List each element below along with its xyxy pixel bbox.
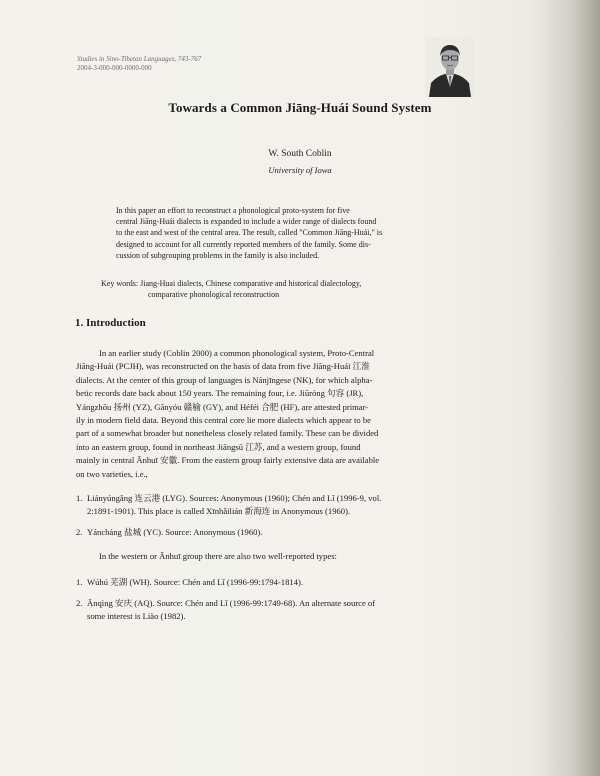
journal-line-2: 2004-3-000-000-0000-000	[77, 64, 152, 72]
list-number: 2.	[76, 598, 83, 608]
list-number: 1.	[76, 493, 83, 503]
paragraph-line: on two varieties, i.e.,	[76, 468, 148, 479]
paragraph-line: mainly in central Ānhuī 安徽. From the eastern group fairly extensive data are available	[76, 455, 380, 466]
paragraph-line: Jiāng-Huái (PCJH), was reconstructed on the basis of data from five Jiāng-Huái 江淮	[76, 361, 370, 372]
paragraph-line: betic records date back about 150 years. The remaining four, i.e. Jiūróng 句容 (JR),	[76, 388, 364, 399]
list-item-text: 2:1891-1901). This place is called Xīnhǎilián 新海连 in Anonymous (1960).	[87, 506, 351, 517]
list-number: 1.	[76, 577, 83, 587]
abstract-line: In this paper an effort to reconstruct a phonological proto-system for five	[116, 206, 350, 215]
author-name: W. South Coblin	[268, 149, 332, 159]
list-item	[76, 526, 512, 539]
list-item	[76, 492, 512, 519]
abstract-line: central Jiāng-Huái dialects is expanded to include a wider range of dialects found	[116, 217, 377, 227]
keywords-line-2: comparative phonological reconstruction	[148, 290, 280, 299]
paragraph-line: into an eastern group, found in northeast Jiāngsū 江苏, and a western group, found	[76, 441, 361, 452]
journal-line-1: Studies in Sino-Tibetan Languages, 743-767	[77, 55, 202, 63]
western-group-intro: In the western or Ānhuī group there are also two well-reported types:	[99, 551, 337, 561]
paragraph-line: Yángzhōu 扬州 (YZ), Gānyóu 赣榆 (GY), and Héféi 合肥 (HF), are attested primar-	[76, 401, 369, 412]
author-portrait-photo-icon	[425, 37, 475, 97]
page-edge-shadow	[542, 0, 600, 776]
paragraph-line: In an earlier study (Coblin 2000) a common phonological system, Proto-Central	[99, 348, 375, 358]
list-item-text: some interest is Liào (1982).	[87, 611, 186, 622]
section-heading: 1. Introduction	[75, 317, 146, 329]
abstract-line: cussion of subgrouping problems in the family is also included.	[116, 250, 320, 260]
paragraph-line: part of a somewhat broader but nonetheless closely related family. These can be divided	[76, 428, 379, 439]
abstract	[116, 205, 490, 261]
abstract-line: designed to account for all currently reported members of the family. Some dis-	[116, 239, 371, 249]
intro-paragraph	[76, 347, 512, 481]
list-item-text: Liányúngǎng 连云港 (LYG). Sources: Anonymous (1960); Chén and Lǐ (1996-9, vol.	[87, 493, 382, 503]
list-number: 2.	[76, 527, 83, 537]
author-affiliation: University of Iowa	[268, 165, 332, 175]
list-item-text: Yáncháng 盐城 (YC). Source: Anonymous (1960).	[87, 527, 263, 537]
list-item	[76, 576, 512, 589]
list-item-text: Wúhú 芜湖 (WH). Source: Chén and Lǐ (1996-99:1794-1814).	[87, 577, 303, 587]
list-item-text: Ānqìng 安庆 (AQ). Source: Chén and Lǐ (1996-99:1749-68). An alternate source of	[87, 598, 376, 608]
paper-title: Towards a Common Jiāng-Huái Sound System	[168, 100, 432, 115]
keywords-line-1: Key words: Jiang-Huai dialects, Chinese comparative and historical dialectology,	[101, 279, 362, 288]
keywords	[101, 278, 501, 300]
paragraph-line: dialects. At the center of this group of languages is Nánjīngese (NK), for which alpha-	[76, 374, 373, 385]
journal-reference	[77, 55, 201, 73]
paragraph-line: ily in modern field data. Beyond this central core lie more dialects which appear to be	[76, 415, 371, 426]
list-item	[76, 597, 512, 624]
abstract-line: to the east and west of the central area. The result, called "Common Jiāng-Huái," is	[116, 228, 383, 238]
